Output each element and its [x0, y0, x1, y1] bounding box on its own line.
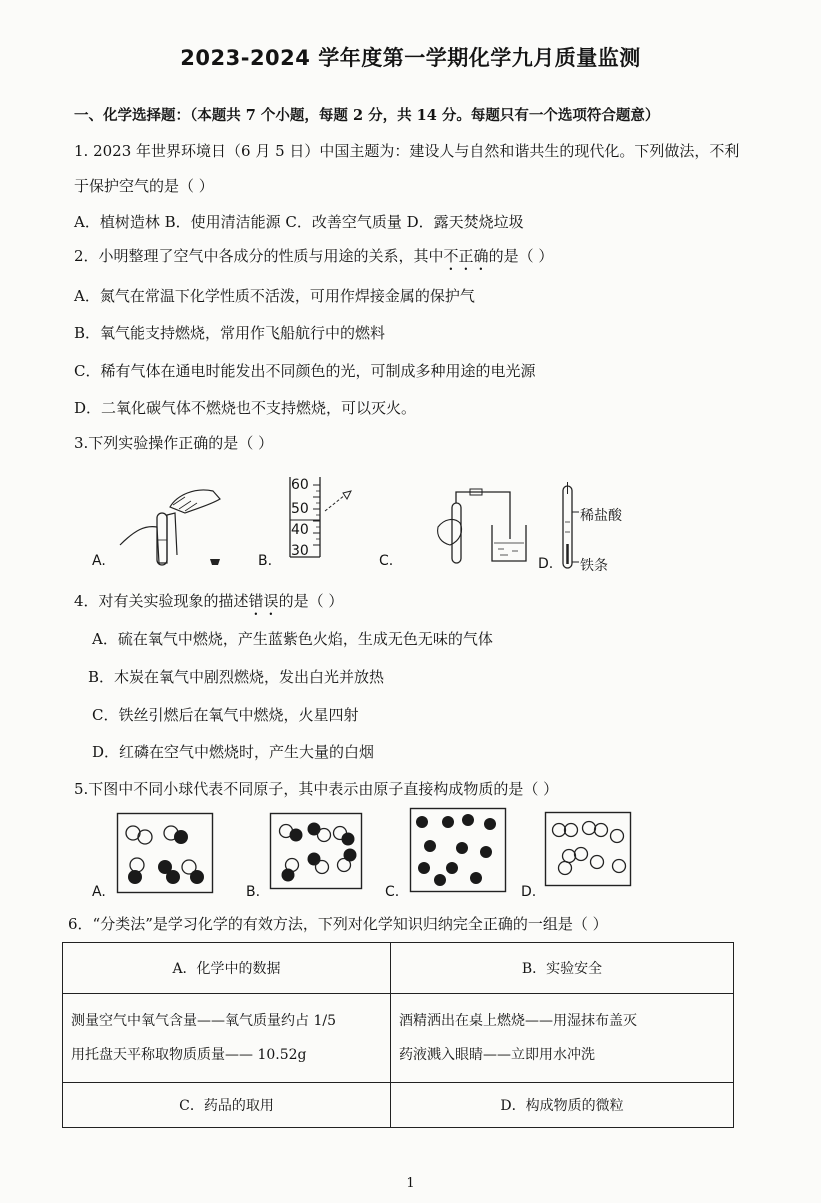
q5-figure-c: [410, 808, 506, 892]
q6-cell-b-body: [391, 994, 734, 1083]
q1-options: A．植树造林 B．使用清洁能源 C．改善空气质量 D．露天焚烧垃圾: [74, 213, 524, 231]
q2-stem: [74, 245, 553, 274]
section-heading: 一、化学选择题：（本题共 7 个小题，每题 2 分，共 14 分。每题只有一个选项符合题意）: [74, 107, 660, 124]
q2-stem-pre: 2．小明整理了空气中各成分的性质与用途的关系，其中: [74, 247, 444, 265]
cylinder-tick-40: 40: [291, 522, 309, 538]
q6-cell-a-head: A．化学中的数据: [63, 943, 391, 994]
q3-figure-a: [115, 485, 230, 570]
q4-stem-emphasis: 错误: [248, 592, 279, 610]
q4-option-a: A．硫在氧气中燃烧，产生蓝紫色火焰，生成无色无味的气体: [92, 630, 493, 648]
q5-label-c: C.: [385, 884, 400, 900]
q6-cell-a-body: [63, 994, 391, 1083]
q5-label-d: D.: [521, 884, 537, 900]
q4-stem: [74, 590, 343, 619]
q6-b-line2: 药液溅入眼睛——立即用水冲洗: [399, 1047, 595, 1063]
q5-label-b: B.: [246, 884, 261, 900]
q6-a-line1: 测量空气中氧气含量——氧气质量约占 1/5: [71, 1013, 336, 1029]
q6-table: [62, 942, 734, 1128]
q3-figure-c: [430, 487, 530, 567]
cylinder-tick-30: 30: [291, 543, 309, 559]
q3-label-d: D.: [538, 556, 554, 572]
q5-label-a: A.: [92, 884, 106, 900]
q2-stem-emphasis: 不正确: [443, 247, 489, 265]
q2-option-d: D．二氧化碳气体不燃烧也不支持燃烧，可以灭火。: [74, 399, 417, 417]
q4-option-d: D．红磷在空气中燃烧时，产生大量的白烟: [92, 743, 375, 761]
q6-a-line2: 用托盘天平称取物质质量—— 10.52g: [71, 1047, 307, 1063]
q4-option-c: C．铁丝引燃后在氧气中燃烧，火星四射: [92, 706, 359, 724]
q3-d-label-acid: 稀盐酸: [580, 508, 622, 524]
q6-cell-c-head: C．药品的取用: [63, 1083, 391, 1128]
q2-option-c: C．稀有气体在通电时能发出不同颜色的光，可制成多种用途的电光源: [74, 362, 536, 380]
q4-stem-post: 的是（ ）: [278, 592, 344, 610]
q3-label-b: B.: [258, 553, 273, 569]
q5-figure-a: [117, 813, 213, 893]
q5-figure-d: [545, 812, 631, 886]
q2-option-b: B．氧气能支持燃烧，常用作飞船航行中的燃料: [74, 324, 386, 342]
q2-stem-post: 的是（ ）: [488, 247, 554, 265]
q1-stem-line1: 1. 2023 年世界环境日（6 月 5 日）中国主题为：建设人与自然和谐共生的现代化。下列做法，不利: [74, 142, 740, 160]
q6-cell-b-head: B．实验安全: [391, 943, 734, 994]
q1-stem-line2: 于保护空气的是（ ）: [74, 177, 214, 195]
q5-stem: 5.下图中不同小球代表不同原子，其中表示由原子直接构成物质的是（ ）: [74, 780, 559, 798]
q6-b-line1: 酒精洒出在桌上燃烧——用湿抹布盖灭: [399, 1013, 637, 1029]
cylinder-tick-60: 60: [291, 477, 309, 493]
q3-stem: 3.下列实验操作正确的是（ ）: [74, 434, 274, 452]
q5-figure-b: [270, 813, 362, 889]
q3-label-a: A.: [92, 553, 106, 569]
q2-option-a: A．氮气在常温下化学性质不活泼，可用作焊接金属的保护气: [74, 287, 475, 305]
q4-stem-pre: 4．对有关实验现象的描述: [74, 592, 249, 610]
q6-stem: 6．“分类法”是学习化学的有效方法，下列对化学知识归纳完全正确的一组是（ ）: [68, 915, 608, 933]
q3-label-c: C.: [379, 553, 394, 569]
q4-option-b: B．木炭在氧气中剧烈燃烧，发出白光并放热: [88, 668, 385, 686]
q3-d-label-iron: 铁条: [580, 558, 608, 574]
cylinder-tick-50: 50: [291, 501, 309, 517]
page-number: 1: [406, 1176, 415, 1191]
page-title: 2023-2024 学年度第一学期化学九月质量监测: [180, 46, 641, 70]
q6-cell-d-head: D．构成物质的微粒: [391, 1083, 734, 1128]
